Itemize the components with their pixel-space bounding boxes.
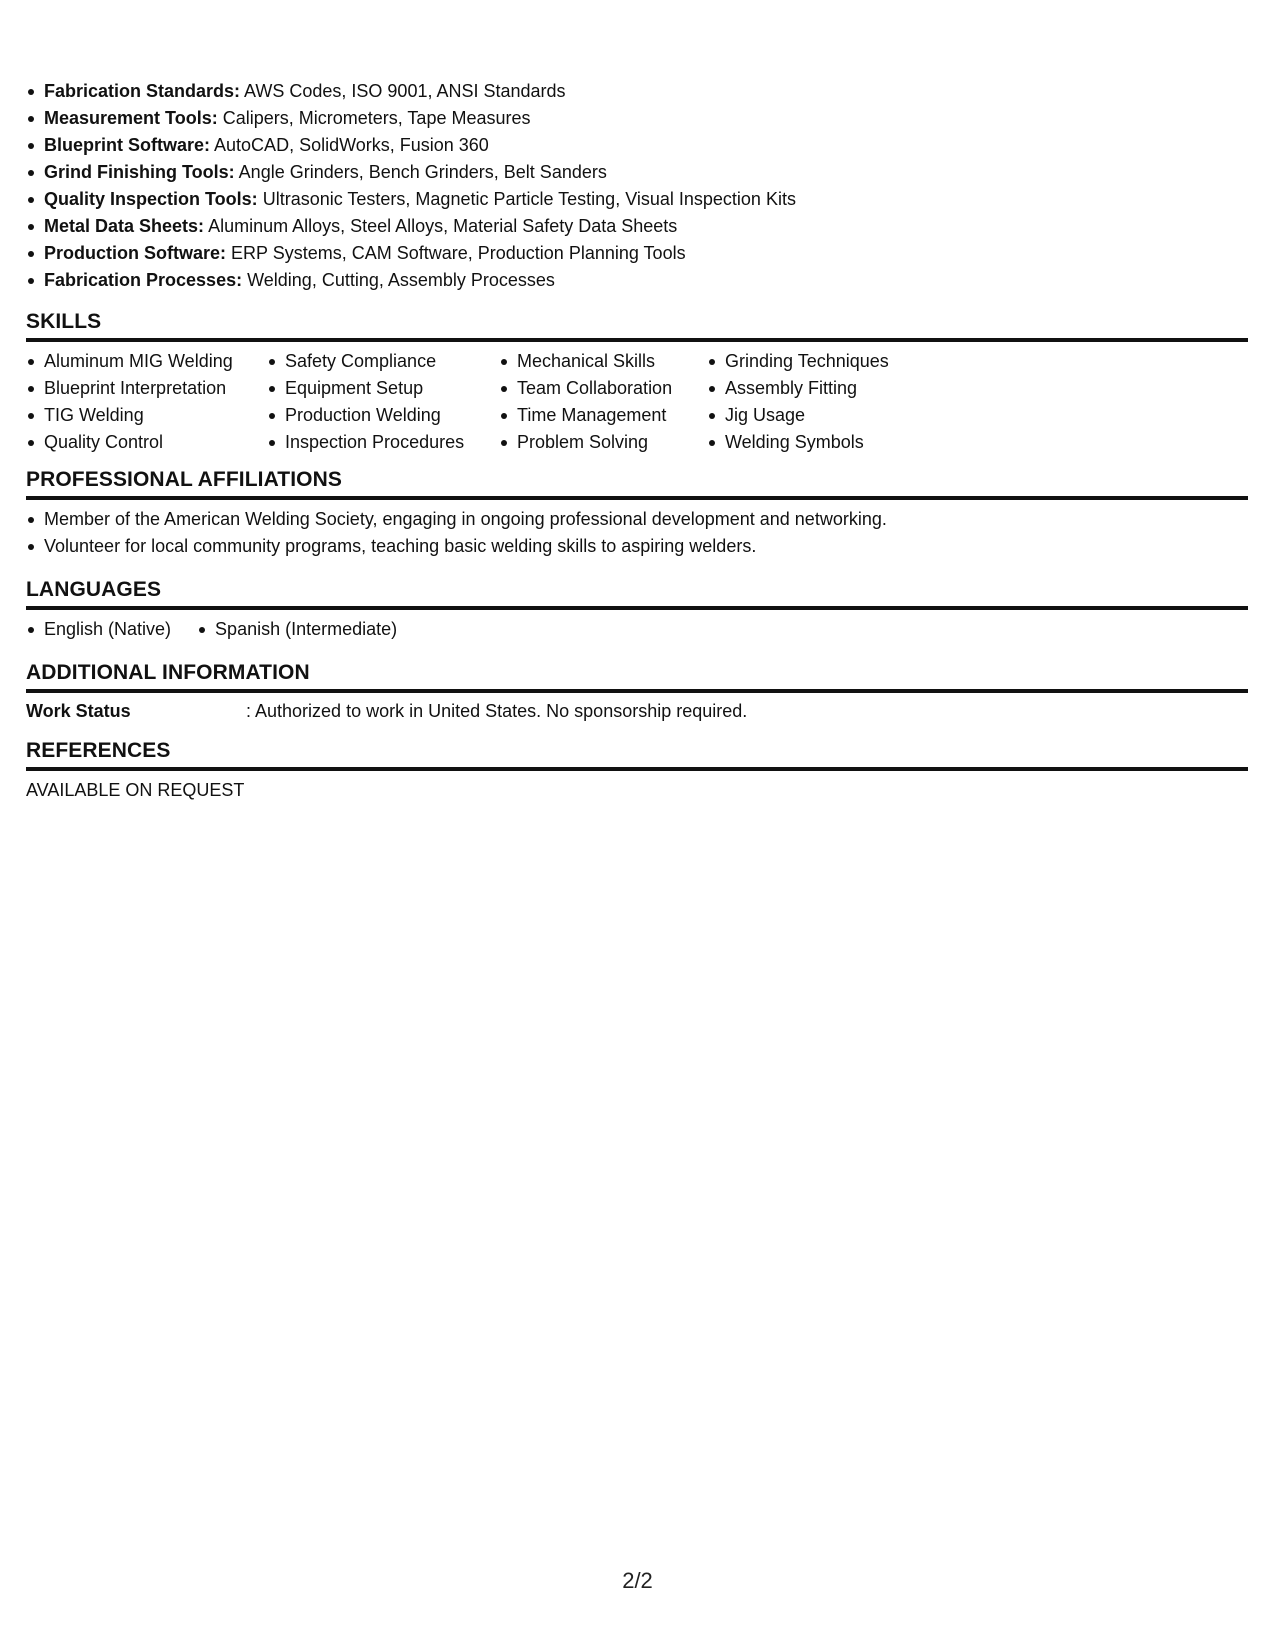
affiliation-item: Volunteer for local community programs, teaching basic welding skills to aspiring welders.	[26, 533, 1248, 560]
tools-item	[26, 186, 1248, 213]
tools-item-value: Ultrasonic Testers, Magnetic Particle Testing, Visual Inspection Kits	[262, 189, 796, 209]
tools-item-label: Production Software:	[44, 243, 227, 263]
skills-grid	[26, 348, 1248, 456]
tools-item	[26, 105, 1248, 132]
skill-item: Safety Compliance	[267, 348, 499, 375]
language-item: English (Native)	[26, 616, 171, 643]
tools-item-value: Calipers, Micrometers, Tape Measures	[222, 108, 531, 128]
tools-item-value: AWS Codes, ISO 9001, ANSI Standards	[244, 81, 566, 101]
skill-item: Mechanical Skills	[499, 348, 707, 375]
skill-item: TIG Welding	[26, 402, 267, 429]
tools-item-label: Metal Data Sheets:	[44, 216, 205, 236]
tools-item	[26, 132, 1248, 159]
affiliation-item: Member of the American Welding Society, engaging in ongoing professional development and networking.	[26, 506, 1248, 533]
skills-column	[499, 348, 707, 456]
skills-column	[267, 348, 499, 456]
resume-page	[26, 78, 1248, 803]
tools-item	[26, 159, 1248, 186]
tools-item-value: Aluminum Alloys, Steel Alloys, Material Safety Data Sheets	[208, 216, 678, 236]
skill-item: Assembly Fitting	[707, 375, 927, 402]
tools-item-value: ERP Systems, CAM Software, Production Planning Tools	[231, 243, 686, 263]
skill-item: Grinding Techniques	[707, 348, 927, 375]
skill-item: Quality Control	[26, 429, 267, 456]
skills-column	[707, 348, 927, 456]
tools-item	[26, 78, 1248, 105]
tools-item-label: Blueprint Software:	[44, 135, 211, 155]
language-item: Spanish (Intermediate)	[197, 616, 397, 643]
tools-item-value: Angle Grinders, Bench Grinders, Belt Sanders	[238, 162, 607, 182]
tools-item-label: Fabrication Standards:	[44, 81, 241, 101]
tools-list	[26, 78, 1248, 294]
references-heading: REFERENCES	[26, 737, 1248, 771]
work-status-row	[26, 699, 1248, 723]
skill-item: Team Collaboration	[499, 375, 707, 402]
references-text: AVAILABLE ON REQUEST	[26, 780, 245, 800]
work-status-value: : Authorized to work in United States. No sponsorship required.	[246, 701, 748, 721]
skills-heading: SKILLS	[26, 308, 1248, 342]
tools-item-label: Measurement Tools:	[44, 108, 218, 128]
skill-item: Jig Usage	[707, 402, 927, 429]
tools-item-label: Quality Inspection Tools:	[44, 189, 258, 209]
work-status-label: Work Status	[26, 701, 131, 721]
skill-item: Inspection Procedures	[267, 429, 499, 456]
tools-item-label: Grind Finishing Tools:	[44, 162, 235, 182]
tools-item	[26, 267, 1248, 294]
additional-info-heading: ADDITIONAL INFORMATION	[26, 659, 1248, 693]
skill-item: Problem Solving	[499, 429, 707, 456]
affiliations-heading: PROFESSIONAL AFFILIATIONS	[26, 466, 1248, 500]
skill-item: Equipment Setup	[267, 375, 499, 402]
skill-item: Aluminum MIG Welding	[26, 348, 267, 375]
skill-item: Production Welding	[267, 402, 499, 429]
tools-item-value: Welding, Cutting, Assembly Processes	[247, 270, 555, 290]
languages-heading: LANGUAGES	[26, 576, 1248, 610]
skill-item: Blueprint Interpretation	[26, 375, 267, 402]
skill-item: Time Management	[499, 402, 707, 429]
affiliations-list	[26, 506, 1248, 560]
languages-list	[26, 616, 1248, 643]
tools-item-value: AutoCAD, SolidWorks, Fusion 360	[214, 135, 489, 155]
tools-item	[26, 240, 1248, 267]
tools-item	[26, 213, 1248, 240]
skills-column	[26, 348, 267, 456]
skill-item: Welding Symbols	[707, 429, 927, 456]
page-number: 2/2	[622, 1568, 653, 1593]
tools-item-label: Fabrication Processes:	[44, 270, 243, 290]
